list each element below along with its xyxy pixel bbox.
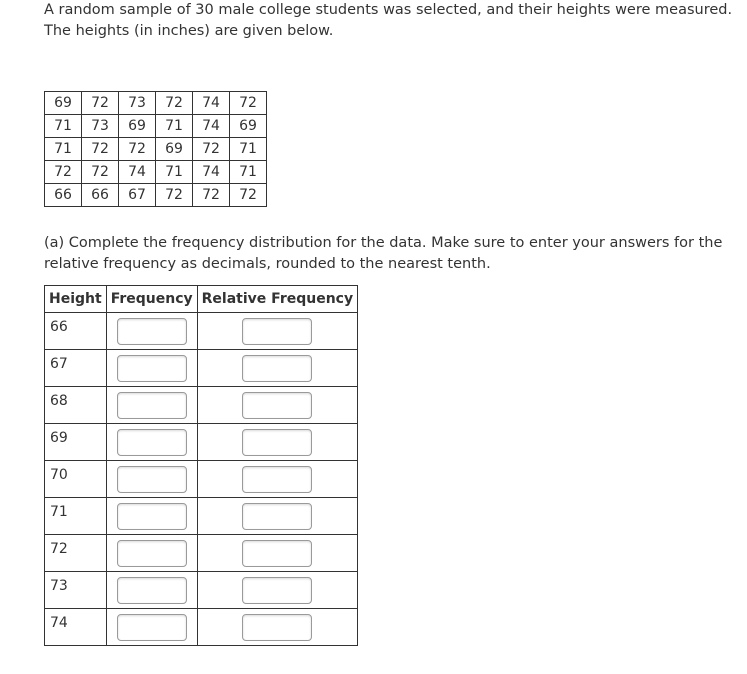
frequency-input[interactable] [117, 577, 187, 604]
data-cell: 72 [82, 138, 119, 161]
frequency-row [45, 535, 358, 572]
data-row [45, 115, 267, 138]
frequency-input[interactable] [117, 503, 187, 530]
frequency-cell [106, 313, 197, 350]
question-intro: A random sample of 30 male college students was selected, and their heights were measured. The heights (in inches) are given below. [44, 2, 733, 39]
data-row [45, 184, 267, 207]
frequency-row [45, 350, 358, 387]
relative-frequency-input[interactable] [242, 577, 312, 604]
data-cell: 72 [156, 184, 193, 207]
frequency-input[interactable] [117, 540, 187, 567]
frequency-row [45, 609, 358, 646]
frequency-column-header: Frequency [106, 286, 197, 313]
frequency-cell [106, 424, 197, 461]
data-cell: 71 [45, 115, 82, 138]
relative-frequency-input[interactable] [242, 540, 312, 567]
height-value: 69 [45, 424, 107, 461]
data-cell: 72 [82, 92, 119, 115]
height-value: 66 [45, 313, 107, 350]
frequency-row [45, 572, 358, 609]
data-cell: 72 [230, 184, 267, 207]
data-cell: 72 [45, 161, 82, 184]
frequency-input[interactable] [117, 392, 187, 419]
data-cell: 72 [82, 161, 119, 184]
data-cell: 72 [230, 92, 267, 115]
data-cell: 69 [230, 115, 267, 138]
frequency-row [45, 387, 358, 424]
data-row [45, 161, 267, 184]
height-value: 72 [45, 535, 107, 572]
height-value: 74 [45, 609, 107, 646]
relative-frequency-input[interactable] [242, 355, 312, 382]
data-cell: 74 [193, 161, 230, 184]
relative-frequency-input[interactable] [242, 429, 312, 456]
data-cell: 71 [156, 161, 193, 184]
data-cell: 72 [156, 92, 193, 115]
height-column-header: Height [45, 286, 107, 313]
relative-frequency-cell [197, 350, 357, 387]
relative-frequency-cell [197, 535, 357, 572]
frequency-cell [106, 350, 197, 387]
data-cell: 71 [230, 161, 267, 184]
frequency-cell [106, 387, 197, 424]
frequency-row [45, 498, 358, 535]
height-value: 70 [45, 461, 107, 498]
data-row [45, 138, 267, 161]
data-cell: 73 [82, 115, 119, 138]
frequency-input[interactable] [117, 429, 187, 456]
height-value: 67 [45, 350, 107, 387]
data-cell: 69 [119, 115, 156, 138]
frequency-input[interactable] [117, 614, 187, 641]
relative-frequency-input[interactable] [242, 318, 312, 345]
data-cell: 69 [45, 92, 82, 115]
data-cell: 67 [119, 184, 156, 207]
data-cell: 72 [193, 138, 230, 161]
relative-frequency-cell [197, 387, 357, 424]
frequency-cell [106, 498, 197, 535]
relative-frequency-cell [197, 313, 357, 350]
data-cell: 69 [156, 138, 193, 161]
frequency-row [45, 424, 358, 461]
relative-frequency-input[interactable] [242, 503, 312, 530]
data-cell: 74 [193, 115, 230, 138]
frequency-distribution-table [44, 285, 358, 646]
relative-frequency-cell [197, 572, 357, 609]
heights-data-table [44, 91, 267, 207]
relative-frequency-input[interactable] [242, 614, 312, 641]
frequency-row [45, 313, 358, 350]
data-cell: 72 [119, 138, 156, 161]
relative-frequency-input[interactable] [242, 392, 312, 419]
height-value: 68 [45, 387, 107, 424]
relative-frequency-cell [197, 609, 357, 646]
frequency-input[interactable] [117, 466, 187, 493]
data-cell: 73 [119, 92, 156, 115]
frequency-input[interactable] [117, 318, 187, 345]
frequency-cell [106, 535, 197, 572]
relative-frequency-cell [197, 461, 357, 498]
data-cell: 71 [230, 138, 267, 161]
relative-frequency-cell [197, 424, 357, 461]
data-cell: 72 [193, 184, 230, 207]
height-value: 71 [45, 498, 107, 535]
data-row [45, 92, 267, 115]
relative-frequency-column-header: Relative Frequency [197, 286, 357, 313]
frequency-row [45, 461, 358, 498]
frequency-table-header-row [45, 286, 358, 313]
data-cell: 74 [119, 161, 156, 184]
data-cell: 66 [45, 184, 82, 207]
height-value: 73 [45, 572, 107, 609]
data-cell: 66 [82, 184, 119, 207]
frequency-cell [106, 461, 197, 498]
data-cell: 71 [156, 115, 193, 138]
frequency-cell [106, 609, 197, 646]
data-cell: 74 [193, 92, 230, 115]
part-a-instructions: (a) Complete the frequency distribution for the data. Make sure to enter your answers for the relative frequency as decimals, rounded to the nearest tenth. [44, 235, 723, 272]
frequency-input[interactable] [117, 355, 187, 382]
frequency-cell [106, 572, 197, 609]
relative-frequency-cell [197, 498, 357, 535]
data-cell: 71 [45, 138, 82, 161]
relative-frequency-input[interactable] [242, 466, 312, 493]
